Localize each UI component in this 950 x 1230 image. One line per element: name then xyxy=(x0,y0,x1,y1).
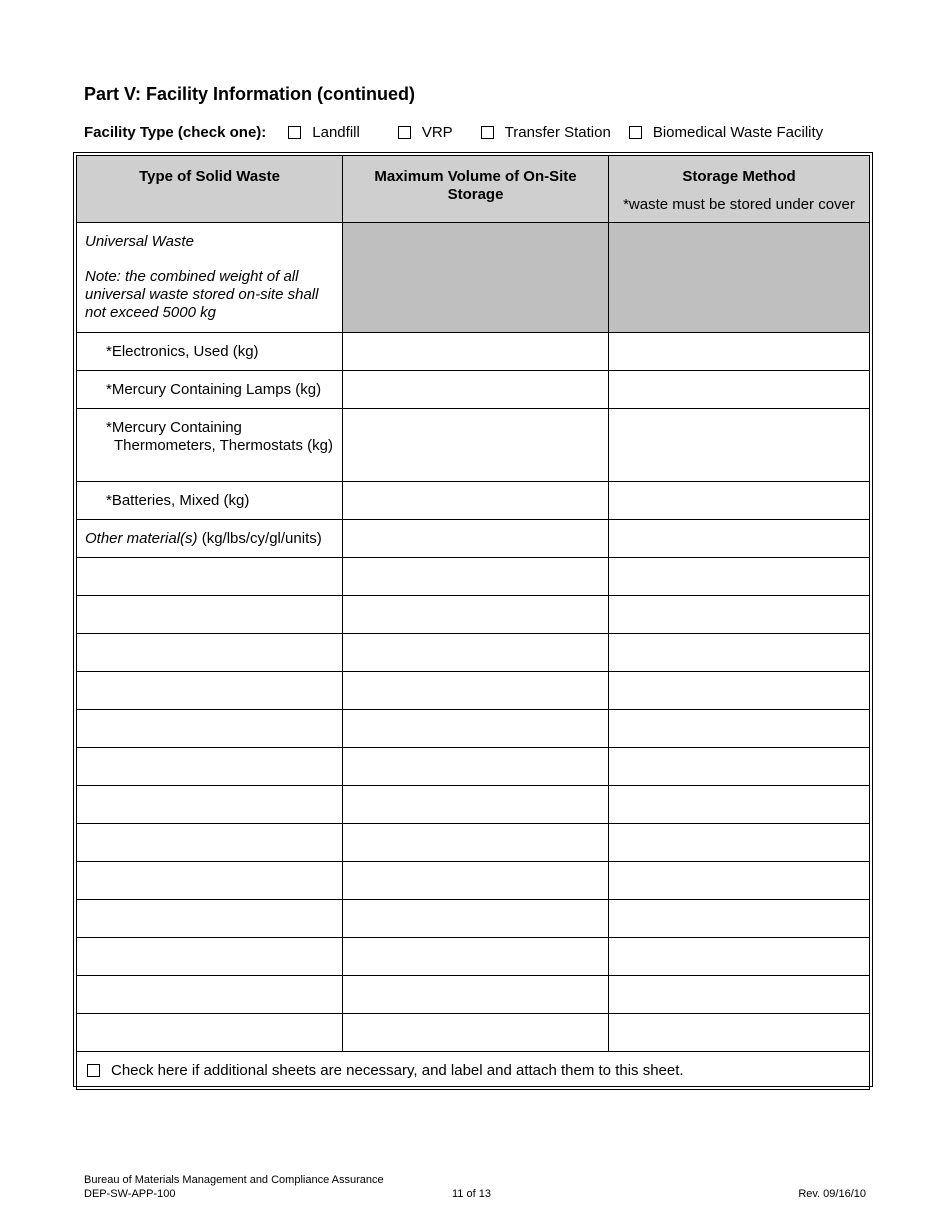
table-row xyxy=(77,672,870,710)
volume-input-cell[interactable] xyxy=(343,976,609,1014)
landfill-label: Landfill xyxy=(312,124,360,141)
volume-input-cell[interactable] xyxy=(343,409,609,482)
volume-input-cell[interactable] xyxy=(343,748,609,786)
waste-type-cell xyxy=(77,482,343,520)
waste-table xyxy=(76,155,870,1090)
other-material-units: (kg/lbs/cy/gl/units) xyxy=(197,530,322,547)
header-type xyxy=(77,156,343,223)
volume-input-cell[interactable] xyxy=(343,558,609,596)
waste-type-input-cell[interactable] xyxy=(77,672,343,710)
volume-input-cell[interactable] xyxy=(343,520,609,558)
waste-type-input-cell[interactable] xyxy=(77,558,343,596)
table-row xyxy=(77,520,870,558)
waste-type-input-cell[interactable] xyxy=(77,634,343,672)
transfer-station-label: Transfer Station xyxy=(504,124,611,141)
shaded-cell xyxy=(609,223,870,333)
storage-input-cell[interactable] xyxy=(609,862,870,900)
storage-input-cell[interactable] xyxy=(609,710,870,748)
additional-sheets-row xyxy=(77,1052,870,1090)
additional-sheets-cell xyxy=(77,1052,870,1090)
volume-input-cell[interactable] xyxy=(343,371,609,409)
storage-input-cell[interactable] xyxy=(609,786,870,824)
option-landfill[interactable] xyxy=(288,124,360,141)
volume-input-cell[interactable] xyxy=(343,938,609,976)
waste-table-frame xyxy=(73,152,873,1087)
additional-sheets-checkbox[interactable] xyxy=(87,1064,100,1077)
table-row xyxy=(77,748,870,786)
waste-type-cell xyxy=(77,409,343,482)
footer-bureau: Bureau of Materials Management and Compliance Assurance xyxy=(84,1174,384,1186)
header-storage-note: *waste must be stored under cover xyxy=(623,196,855,213)
additional-sheets-label: Check here if additional sheets are necessary, and label and attach them to this sheet. xyxy=(111,1062,684,1079)
waste-type-input-cell[interactable] xyxy=(77,710,343,748)
table-row xyxy=(77,976,870,1014)
volume-input-cell[interactable] xyxy=(343,634,609,672)
waste-type-input-cell[interactable] xyxy=(77,862,343,900)
storage-input-cell[interactable] xyxy=(609,634,870,672)
waste-type-input-cell[interactable] xyxy=(77,748,343,786)
table-row xyxy=(77,710,870,748)
table-row xyxy=(77,596,870,634)
waste-type-input-cell[interactable] xyxy=(77,824,343,862)
waste-type-input-cell[interactable] xyxy=(77,900,343,938)
volume-input-cell[interactable] xyxy=(343,710,609,748)
vrp-label: VRP xyxy=(421,124,453,141)
volume-input-cell[interactable] xyxy=(343,862,609,900)
universal-waste-note: Note: the combined weight of all universal waste stored on-site shall not exceed 5000 kg xyxy=(85,268,319,321)
table-header-row xyxy=(77,156,870,223)
footer-form-id: DEP-SW-APP-100 xyxy=(84,1188,176,1200)
lamps-label: *Mercury Containing Lamps (kg) xyxy=(106,381,322,398)
batteries-label: *Batteries, Mixed (kg) xyxy=(106,492,250,509)
vrp-checkbox[interactable] xyxy=(398,126,411,139)
storage-input-cell[interactable] xyxy=(609,938,870,976)
waste-type-cell xyxy=(77,371,343,409)
waste-type-cell xyxy=(77,520,343,558)
landfill-checkbox[interactable] xyxy=(288,126,301,139)
universal-waste-label: Universal Waste xyxy=(85,233,194,250)
waste-type-input-cell[interactable] xyxy=(77,938,343,976)
waste-type-input-cell[interactable] xyxy=(77,786,343,824)
thermometers-label-line1: *Mercury Containing xyxy=(106,419,242,436)
waste-type-input-cell[interactable] xyxy=(77,976,343,1014)
footer-page-number: 11 of 13 xyxy=(452,1188,491,1200)
header-storage-method xyxy=(609,156,870,223)
volume-input-cell[interactable] xyxy=(343,786,609,824)
table-row xyxy=(77,482,870,520)
storage-input-cell[interactable] xyxy=(609,976,870,1014)
facility-type-label: Facility Type (check one): xyxy=(84,124,267,141)
table-row xyxy=(77,558,870,596)
biomedical-label: Biomedical Waste Facility xyxy=(652,124,824,141)
storage-input-cell[interactable] xyxy=(609,333,870,371)
table-row xyxy=(77,900,870,938)
table-row xyxy=(77,938,870,976)
header-max-volume xyxy=(343,156,609,223)
storage-input-cell[interactable] xyxy=(609,520,870,558)
page-title: Part V: Facility Information (continued) xyxy=(84,84,416,104)
volume-input-cell[interactable] xyxy=(343,333,609,371)
storage-input-cell[interactable] xyxy=(609,596,870,634)
storage-input-cell[interactable] xyxy=(609,824,870,862)
volume-input-cell[interactable] xyxy=(343,824,609,862)
volume-input-cell[interactable] xyxy=(343,596,609,634)
shaded-cell xyxy=(343,223,609,333)
table-row xyxy=(77,862,870,900)
universal-waste-row xyxy=(77,223,870,333)
storage-input-cell[interactable] xyxy=(609,558,870,596)
table-row xyxy=(77,409,870,482)
transfer-station-checkbox[interactable] xyxy=(481,126,494,139)
table-row xyxy=(77,824,870,862)
electronics-label: *Electronics, Used (kg) xyxy=(106,343,259,360)
option-vrp[interactable] xyxy=(398,124,453,141)
storage-input-cell[interactable] xyxy=(609,900,870,938)
other-material-label: Other material(s) xyxy=(85,530,198,547)
storage-input-cell[interactable] xyxy=(609,371,870,409)
storage-input-cell[interactable] xyxy=(609,748,870,786)
table-row xyxy=(77,786,870,824)
waste-type-input-cell[interactable] xyxy=(77,1014,343,1052)
biomedical-checkbox[interactable] xyxy=(629,126,642,139)
volume-input-cell[interactable] xyxy=(343,1014,609,1052)
header-storage-method-text: Storage Method xyxy=(682,168,796,185)
waste-type-cell xyxy=(77,333,343,371)
table-row xyxy=(77,634,870,672)
storage-input-cell[interactable] xyxy=(609,1014,870,1052)
table-row xyxy=(77,371,870,409)
thermometers-label-line2: Thermometers, Thermostats (kg) xyxy=(114,437,333,454)
option-biomedical[interactable] xyxy=(629,124,823,141)
storage-input-cell[interactable] xyxy=(609,672,870,710)
footer-revision: Rev. 09/16/10 xyxy=(798,1188,866,1200)
facility-type-row xyxy=(84,124,823,141)
table-row xyxy=(77,1014,870,1052)
header-type-text: Type of Solid Waste xyxy=(139,168,280,185)
waste-type-input-cell[interactable] xyxy=(77,596,343,634)
storage-input-cell[interactable] xyxy=(609,482,870,520)
volume-input-cell[interactable] xyxy=(343,672,609,710)
volume-input-cell[interactable] xyxy=(343,482,609,520)
volume-input-cell[interactable] xyxy=(343,900,609,938)
header-max-volume-text: Maximum Volume of On-Site Storage xyxy=(374,168,577,203)
storage-input-cell[interactable] xyxy=(609,409,870,482)
universal-waste-cell xyxy=(77,223,343,333)
table-row xyxy=(77,333,870,371)
option-transfer-station[interactable] xyxy=(481,124,611,141)
